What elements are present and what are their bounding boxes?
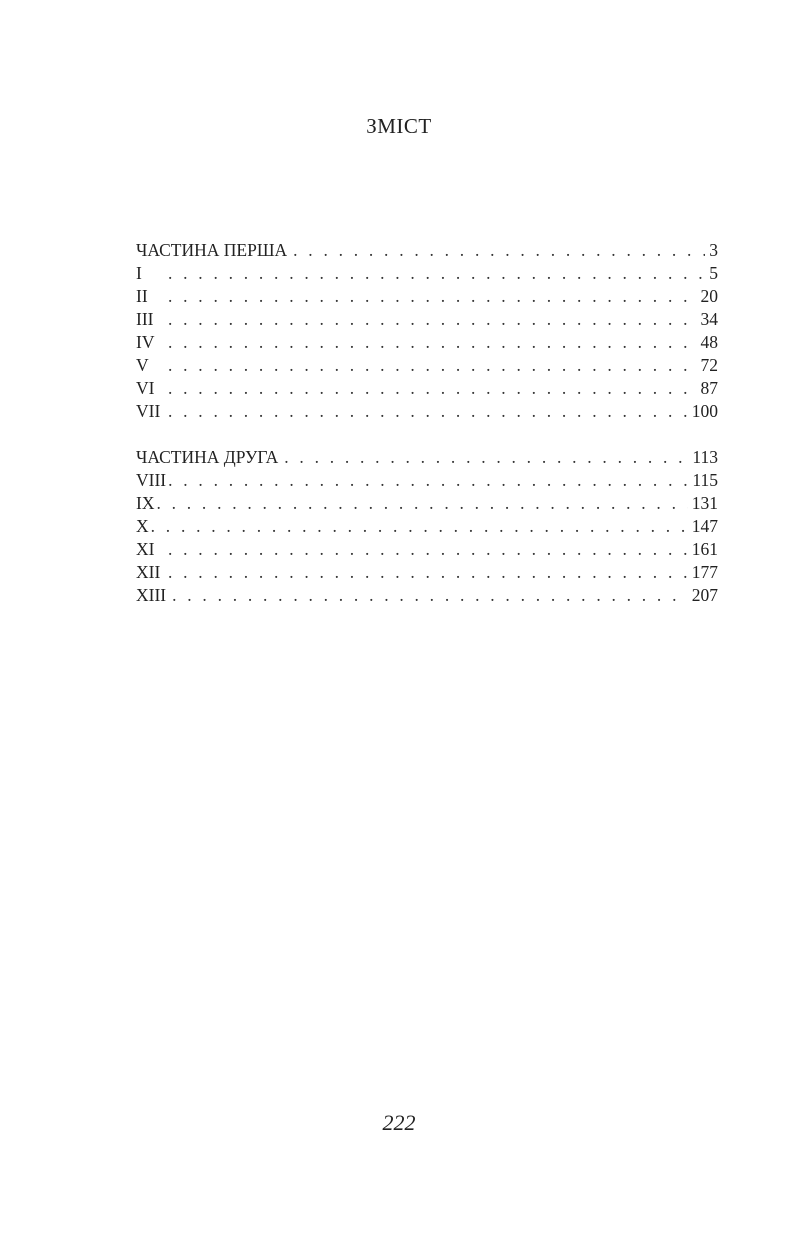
- toc-entry-page: 113: [692, 447, 718, 467]
- toc-entry-page: 87: [700, 378, 718, 398]
- toc-entry-page: 72: [700, 355, 718, 375]
- toc-entry-label: V: [136, 355, 149, 375]
- page-title: ЗМІСТ: [366, 114, 432, 138]
- toc-entry: [136, 469, 718, 492]
- toc-entry: [136, 262, 718, 285]
- dot-leader: [168, 354, 697, 377]
- toc-entry: [136, 354, 718, 377]
- toc-entry-label: IV: [136, 332, 155, 352]
- dot-leader: [168, 469, 688, 492]
- dot-leader: [168, 538, 688, 561]
- dot-leader: [284, 446, 688, 469]
- dot-leader: [168, 400, 688, 423]
- dot-leader: [168, 377, 697, 400]
- toc-entry-page: 131: [691, 493, 718, 513]
- toc-entry-page: 147: [691, 516, 718, 536]
- toc-entry-page: 115: [692, 470, 718, 490]
- toc-entry-label: XI: [136, 539, 155, 559]
- toc-entry-label: X: [136, 516, 149, 536]
- toc-entry: [136, 285, 718, 308]
- dot-leader: [151, 515, 688, 538]
- toc-entry-label: ЧАСТИНА ПЕРША: [136, 240, 288, 260]
- dot-leader: [168, 308, 697, 331]
- dot-leader: [168, 285, 697, 308]
- dot-leader: [168, 262, 705, 285]
- toc-entry-label: VII: [136, 401, 161, 421]
- dot-leader: [156, 492, 687, 515]
- toc-entry-page: 34: [700, 309, 718, 329]
- toc-part-one-heading: [136, 239, 718, 262]
- table-of-contents: [136, 239, 718, 607]
- toc-entry: [136, 400, 718, 423]
- toc-entry: [136, 492, 718, 515]
- page-number: 222: [382, 1110, 416, 1135]
- dot-leader: [168, 331, 697, 354]
- toc-entry-label: XIII: [136, 585, 167, 605]
- toc-part-two-heading: [136, 446, 718, 469]
- toc-entry-label: III: [136, 309, 154, 329]
- toc-entry-page: 20: [700, 286, 718, 306]
- toc-entry-label: VI: [136, 378, 155, 398]
- dot-leader: [172, 584, 688, 607]
- toc-entry: [136, 538, 718, 561]
- toc-entry-page: 3: [709, 240, 718, 260]
- toc-entry-label: II: [136, 286, 148, 306]
- toc-entry: [136, 515, 718, 538]
- section-spacer: [136, 423, 718, 446]
- toc-entry-label: IX: [136, 493, 155, 513]
- dot-leader: [293, 239, 705, 262]
- toc-entry-page: 207: [691, 585, 718, 605]
- toc-entry: [136, 561, 718, 584]
- toc-entry: [136, 308, 718, 331]
- toc-entry-label: XII: [136, 562, 161, 582]
- toc-entry-page: 161: [691, 539, 718, 559]
- toc-entry: [136, 584, 718, 607]
- toc-entry-page: 177: [691, 562, 718, 582]
- toc-entry-page: 48: [700, 332, 718, 352]
- toc-entry: [136, 331, 718, 354]
- toc-entry-label: VIII: [136, 470, 167, 490]
- toc-entry: [136, 377, 718, 400]
- toc-entry-label: ЧАСТИНА ДРУГА: [136, 447, 279, 467]
- toc-entry-page: 5: [709, 263, 718, 283]
- dot-leader: [168, 561, 688, 584]
- toc-entry-label: I: [136, 263, 142, 283]
- toc-entry-page: 100: [691, 401, 718, 421]
